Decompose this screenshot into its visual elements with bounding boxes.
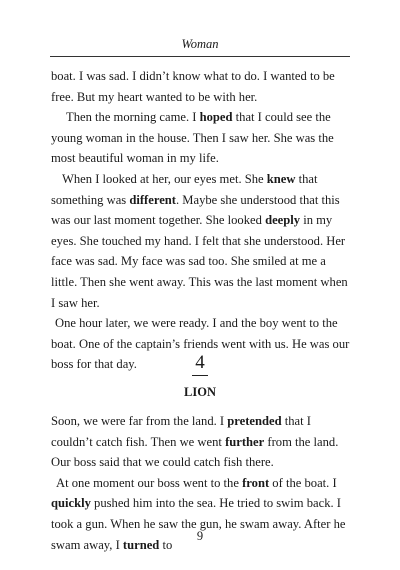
paragraph-1: boat. I was sad. I didn’t know what to do. I wanted to be free. But my heart wanted to be with her. — [51, 69, 335, 104]
chapter-number: 4 — [0, 352, 400, 376]
paragraph-2: Then the morning came. I hoped that I could see the young woman in the house. Then I saw her. She was the most beautiful woman in my life. — [51, 110, 334, 166]
chapter-title: LION — [184, 385, 216, 399]
text-block-top — [51, 66, 350, 375]
bold-word: deeply — [265, 213, 301, 228]
page-number: 9 — [196, 529, 204, 543]
paragraph-6: At one moment our boss went to the front of the boat. I quickly pushed him into the sea. He tried to swim back. I took a gun. When he saw the gun, he swam away. After he swam away, I turned to — [51, 475, 346, 552]
bold-word: quickly — [51, 496, 91, 511]
bold-word: turned — [122, 537, 160, 552]
bold-word: front — [242, 475, 270, 490]
paragraph-5: Soon, we were far from the land. I pretended that I couldn’t catch fish. Then we went further from the land. Our boss said that we could catch fish there. — [51, 414, 339, 470]
bold-word: further — [225, 434, 265, 449]
running-head: Woman — [181, 37, 219, 51]
bold-word: knew — [266, 171, 296, 186]
header-rule — [50, 56, 350, 57]
paragraph-4: One hour later, we were ready. I and the boy went to the boat. One of the captain’s friends went with us. He was our boss for that day. — [51, 316, 350, 372]
bold-word: hoped — [199, 110, 233, 125]
paragraph-3: When I looked at her, our eyes met. She knew that something was different. Maybe she understood that this was our last moment together. She looked deeply in my eyes. She touched my hand. I felt that she understood. Her face was sad. My face was sad too. She smiled at me a little. Then she went away. This was the last moment when I saw her. — [51, 171, 348, 310]
bold-word: pretended — [227, 414, 282, 428]
bold-word: different — [129, 192, 176, 207]
